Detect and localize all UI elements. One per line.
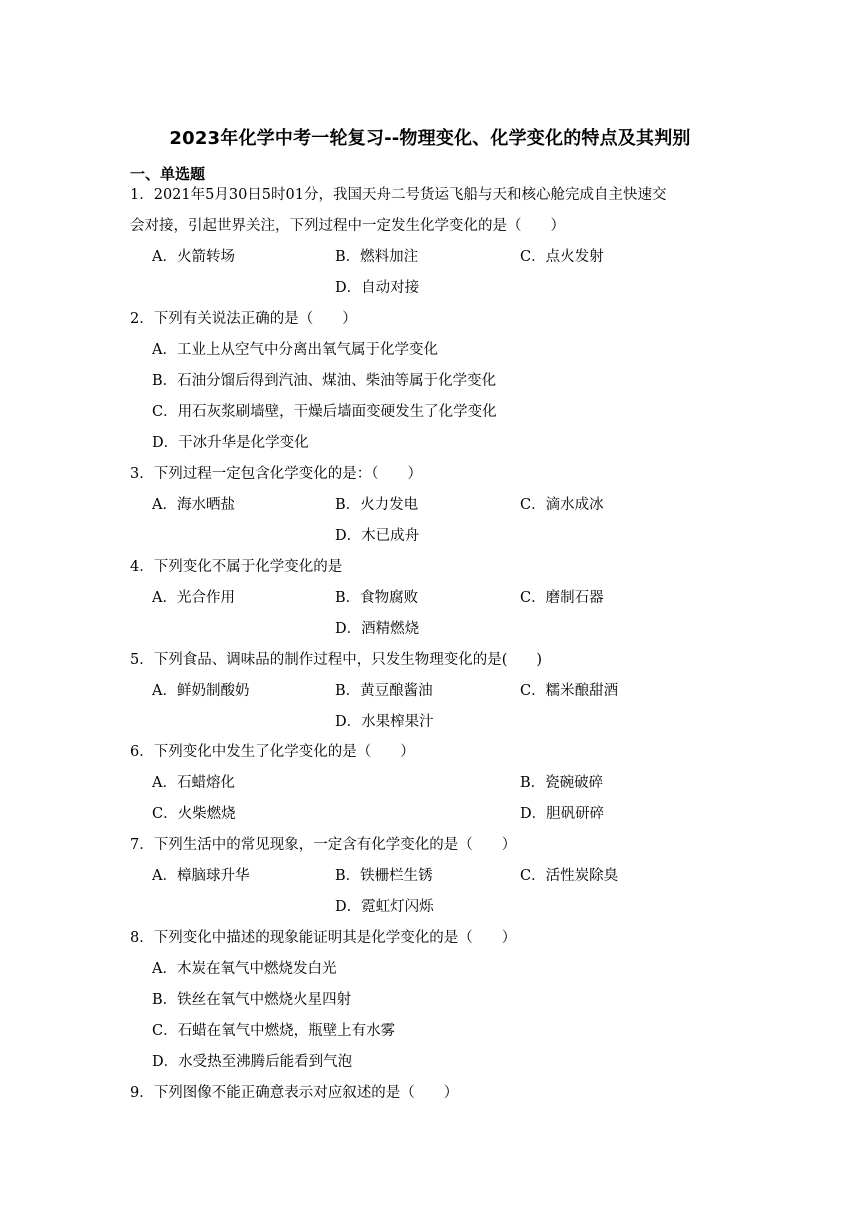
question-5-option-d: D．水果榨果汁 (335, 714, 434, 730)
question-7-stem: 7．下列生活中的常见现象，一定含有化学变化的是（ ） (130, 837, 517, 853)
question-6-option-d: D．胆矾研碎 (520, 806, 605, 822)
question-3-option-a: A．海水晒盐 (152, 497, 235, 513)
section-heading: 一、单选题 (130, 165, 206, 183)
question-6-option-a: A．石蜡熔化 (152, 775, 235, 791)
question-4-option-b: B．食物腐败 (335, 590, 419, 606)
question-3-option-c: C．滴水成冰 (520, 497, 604, 513)
question-1-option-a: A．火箭转场 (152, 249, 235, 265)
question-7-option-c: C．活性炭除臭 (520, 868, 619, 884)
question-1-option-d: D．自动对接 (335, 280, 420, 296)
question-8-option-a: A．木炭在氧气中燃烧发白光 (152, 961, 337, 977)
question-1-option-b: B．燃料加注 (335, 249, 419, 265)
question-8-option-b: B．铁丝在氧气中燃烧火星四射 (152, 992, 352, 1008)
question-8-option-d: D．水受热至沸腾后能看到气泡 (152, 1054, 353, 1070)
question-8-option-c: C．石蜡在氧气中燃烧，瓶壁上有水雾 (152, 1023, 396, 1039)
question-6-option-b: B．瓷碗破碎 (520, 775, 604, 791)
question-6-option-c: C．火柴燃烧 (152, 806, 236, 822)
question-3-stem: 3．下列过程一定包含化学变化的是：（ ） (130, 466, 422, 482)
question-2-option-a: A．工业上从空气中分离出氧气属于化学变化 (152, 342, 438, 358)
question-9-stem: 9．下列图像不能正确意表示对应叙述的是（ ） (130, 1085, 459, 1101)
question-2-option-d: D．干冰升华是化学变化 (152, 435, 309, 451)
question-1-option-c: C．点火发射 (520, 249, 604, 265)
question-4-stem: 4．下列变化不属于化学变化的是 (130, 559, 343, 575)
question-2-option-b: B．石油分馏后得到汽油、煤油、柴油等属于化学变化 (152, 373, 497, 389)
question-8-stem: 8．下列变化中描述的现象能证明其是化学变化的是（ ） (130, 930, 517, 946)
question-6-stem: 6．下列变化中发生了化学变化的是（ ） (130, 744, 415, 760)
question-7-option-d: D．霓虹灯闪烁 (335, 899, 434, 915)
question-4-option-d: D．酒精燃烧 (335, 621, 420, 637)
question-2-option-c: C．用石灰浆刷墙壁，干燥后墙面变硬发生了化学变化 (152, 404, 497, 420)
question-2-stem: 2．下列有关说法正确的是（ ） (130, 311, 357, 327)
question-3-option-b: B．火力发电 (335, 497, 419, 513)
question-5-stem: 5．下列食品、调味品的制作过程中，只发生物理变化的是( ) (130, 652, 543, 668)
page-title: 2023年化学中考一轮复习--物理变化、化学变化的特点及其判别 (169, 128, 691, 149)
question-4-option-a: A．光合作用 (152, 590, 235, 606)
question-5-option-c: C．糯米酿甜酒 (520, 683, 619, 699)
question-3-option-d: D．木已成舟 (335, 528, 420, 544)
question-1-stem-line-1: 1．2021年5月30日5时01分，我国天舟二号货运飞船与天和核心舱完成自主快速交 (130, 187, 667, 203)
question-4-option-c: C．磨制石器 (520, 590, 604, 606)
question-1-stem-line-2: 会对接，引起世界关注，下列过程中一定发生化学变化的是（ ） (130, 218, 565, 234)
question-7-option-a: A．樟脑球升华 (152, 868, 250, 884)
question-5-option-b: B．黄豆酿酱油 (335, 683, 433, 699)
question-5-option-a: A．鲜奶制酸奶 (152, 683, 250, 699)
question-7-option-b: B．铁栅栏生锈 (335, 868, 433, 884)
